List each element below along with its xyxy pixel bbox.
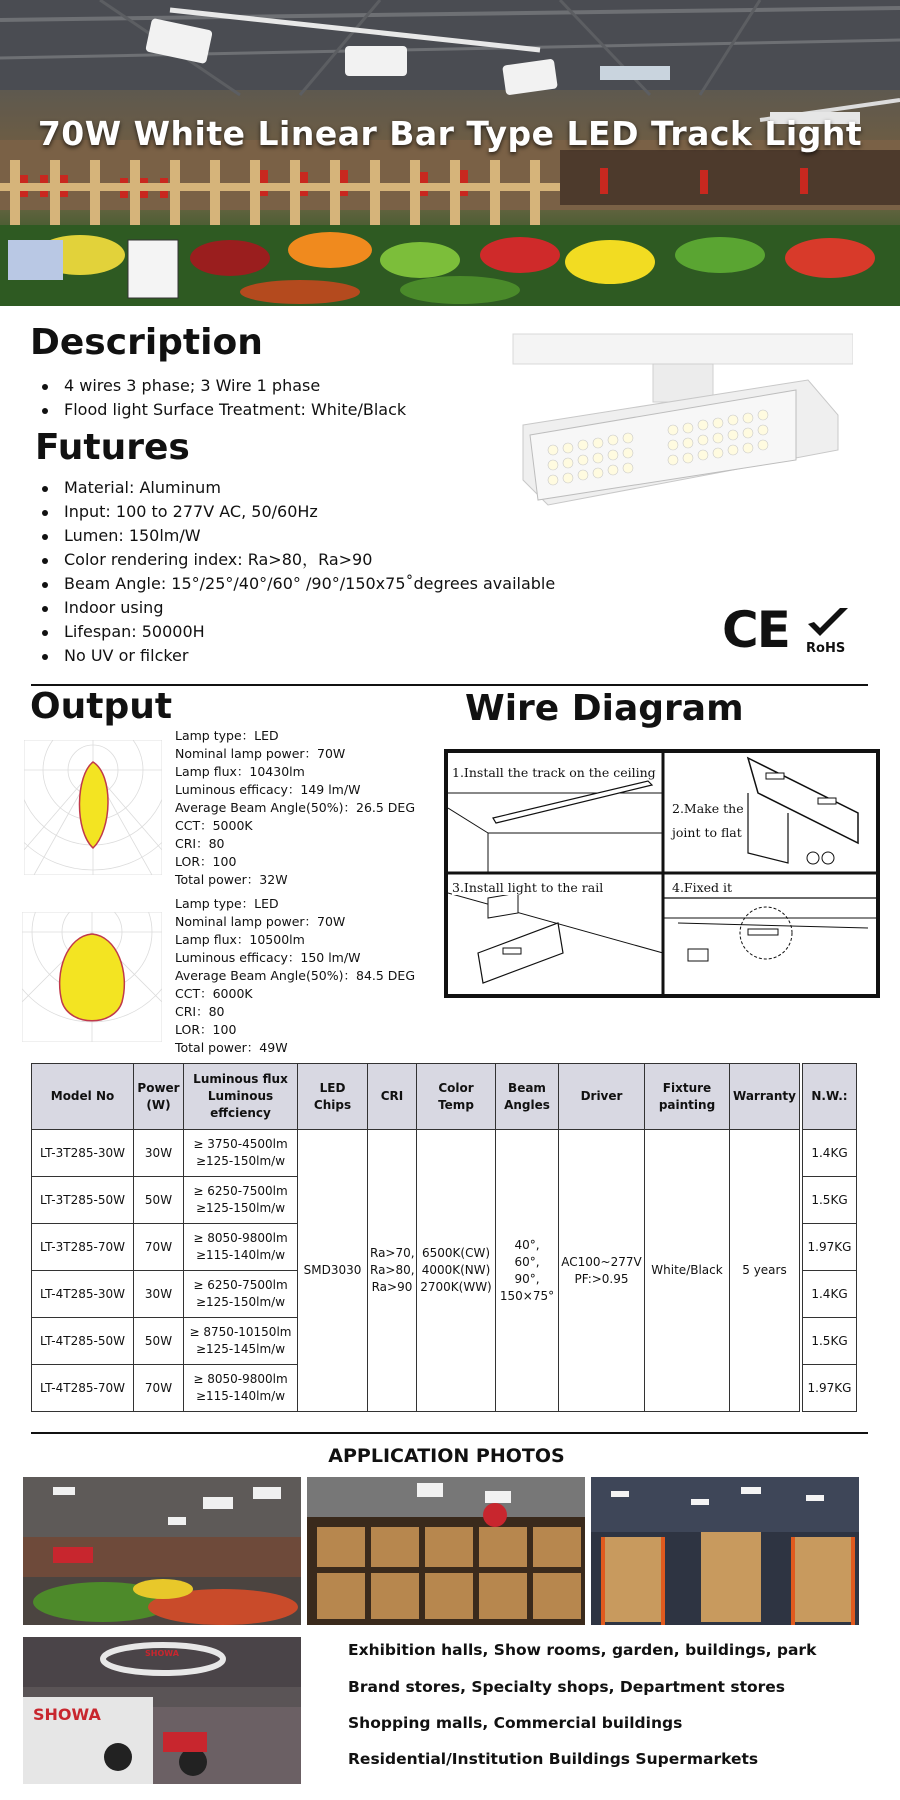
col-header-painting: Fixture painting bbox=[645, 1064, 730, 1130]
spec-line: CRI：80 bbox=[175, 836, 225, 851]
cell-painting: White/Black bbox=[645, 1130, 730, 1412]
futures-item: Beam Angle: 15°/25°/40°/60° /90°/150x75˚degrees available bbox=[30, 572, 555, 596]
col-header-model: Model No bbox=[32, 1064, 134, 1130]
product-image bbox=[508, 330, 853, 530]
cell-model: LT-3T285-30W bbox=[32, 1130, 134, 1177]
col-header-driver: Driver bbox=[559, 1064, 645, 1130]
output-heading: Output bbox=[30, 686, 173, 727]
spec-line: Lamp type：LED bbox=[175, 728, 279, 743]
cell-warranty: 5 years bbox=[730, 1130, 800, 1412]
cell-nw: 1.4KG bbox=[803, 1271, 857, 1318]
application-photo-supermarket bbox=[23, 1477, 301, 1625]
cell-driver: AC100~277V PF:>0.95 bbox=[559, 1130, 645, 1412]
application-photo-wine-store bbox=[307, 1477, 585, 1625]
cell-model: LT-4T285-50W bbox=[32, 1318, 134, 1365]
description-item: 4 wires 3 phase; 3 Wire 1 phase bbox=[30, 374, 406, 398]
cell-flux: ≥ 8050-9800lm ≥115-140lm/w bbox=[184, 1365, 298, 1412]
col-header-temp: Color Temp bbox=[417, 1064, 496, 1130]
cell-power: 50W bbox=[134, 1177, 184, 1224]
spec-line: CCT：6000K bbox=[175, 986, 253, 1001]
cell-flux: ≥ 8750-10150lm ≥125-145lm/w bbox=[184, 1318, 298, 1365]
application-photo-exhibition bbox=[23, 1637, 301, 1784]
wire-step-1: 1.Install the track on the ceiling bbox=[452, 765, 656, 780]
spec-line: CRI：80 bbox=[175, 1004, 225, 1019]
col-header-cri: CRI bbox=[368, 1064, 417, 1130]
spec-line: LOR：100 bbox=[175, 1022, 237, 1037]
photo-sign: SHOWA bbox=[33, 1705, 101, 1724]
col-header-warranty: Warranty bbox=[730, 1064, 800, 1130]
col-header-power: Power (W) bbox=[134, 1064, 184, 1130]
wire-diagram bbox=[444, 749, 880, 998]
cell-power: 30W bbox=[134, 1271, 184, 1318]
wire-diagram-drawings bbox=[448, 753, 876, 994]
wire-step-3: 3.Install light to the rail bbox=[452, 880, 604, 895]
cell-nw: 1.4KG bbox=[803, 1130, 857, 1177]
wire-step-2a: 2.Make the bbox=[672, 801, 744, 816]
spec-line: Lamp flux：10430lm bbox=[175, 764, 305, 779]
cell-model: LT-3T285-50W bbox=[32, 1177, 134, 1224]
cell-power: 70W bbox=[134, 1365, 184, 1412]
futures-list bbox=[30, 476, 555, 668]
col-header-beam: Beam Angles bbox=[496, 1064, 559, 1130]
description-heading: Description bbox=[30, 322, 263, 363]
cell-flux: ≥ 6250-7500lm ≥125-150lm/w bbox=[184, 1177, 298, 1224]
futures-heading: Futures bbox=[35, 427, 190, 468]
futures-item: Input: 100 to 277V AC, 50/60Hz bbox=[30, 500, 555, 524]
futures-item: Material: Aluminum bbox=[30, 476, 555, 500]
supermarket-scene bbox=[0, 0, 900, 306]
futures-item: No UV or filcker bbox=[30, 644, 555, 668]
application-line: Shopping malls, Commercial buildings bbox=[348, 1714, 683, 1732]
hero-title: 70W White Linear Bar Type LED Track Light bbox=[37, 114, 863, 153]
cell-power: 30W bbox=[134, 1130, 184, 1177]
futures-item: Lifespan: 50000H bbox=[30, 620, 555, 644]
cell-power: 70W bbox=[134, 1224, 184, 1271]
application-line: Exhibition halls, Show rooms, garden, buildings, park bbox=[348, 1641, 817, 1659]
output-spec-2 bbox=[175, 895, 415, 1057]
spec-line: Lamp type：LED bbox=[175, 896, 279, 911]
spec-table bbox=[31, 1063, 857, 1412]
col-header-flux: Luminous flux Luminous effciency bbox=[184, 1064, 298, 1130]
spec-line: Luminous efficacy：150 lm/W bbox=[175, 950, 361, 965]
photo-sign: SHOWA bbox=[145, 1649, 179, 1658]
spec-line: Total power：49W bbox=[175, 1040, 288, 1055]
futures-item: Lumen: 150lm/W bbox=[30, 524, 555, 548]
applications-heading: APPLICATION PHOTOS bbox=[328, 1445, 565, 1467]
application-line: Residential/Institution Buildings Supermarkets bbox=[348, 1750, 759, 1768]
futures-item: Indoor using bbox=[30, 596, 555, 620]
description-item: Flood light Surface Treatment: White/Black bbox=[30, 398, 406, 422]
cell-flux: ≥ 8050-9800lm ≥115-140lm/w bbox=[184, 1224, 298, 1271]
application-photo-warehouse bbox=[591, 1477, 859, 1625]
spec-line: Total power：32W bbox=[175, 872, 288, 887]
description-list bbox=[30, 374, 406, 422]
spec-line: LOR：100 bbox=[175, 854, 237, 869]
output-spec-1 bbox=[175, 727, 415, 889]
spec-line: Nominal lamp power：70W bbox=[175, 914, 346, 929]
spec-line: Luminous efficacy：149 lm/W bbox=[175, 782, 361, 797]
wire-step-4: 4.Fixed it bbox=[672, 880, 733, 895]
table-header-row bbox=[32, 1064, 857, 1130]
cell-power: 50W bbox=[134, 1318, 184, 1365]
hero-banner-photo bbox=[0, 0, 900, 306]
col-header-chips: LED Chips bbox=[298, 1064, 368, 1130]
cell-chips: SMD3030 bbox=[298, 1130, 368, 1412]
cell-flux: ≥ 6250-7500lm ≥125-150lm/w bbox=[184, 1271, 298, 1318]
application-line: Brand stores, Specialty shops, Department stores bbox=[348, 1678, 786, 1696]
col-header-nw: N.W.: bbox=[803, 1064, 857, 1130]
spec-line: Lamp flux：10500lm bbox=[175, 932, 305, 947]
cell-cri: Ra>70, Ra>80, Ra>90 bbox=[368, 1130, 417, 1412]
table-row bbox=[32, 1130, 857, 1177]
polar-curve-chart-1 bbox=[24, 740, 162, 875]
section-divider bbox=[31, 1432, 868, 1434]
cell-beam: 40°, 60°, 90°, 150×75° bbox=[496, 1130, 559, 1412]
cell-nw: 1.5KG bbox=[803, 1318, 857, 1365]
cell-temp: 6500K(CW) 4000K(NW) 2700K(WW) bbox=[417, 1130, 496, 1412]
cell-nw: 1.97KG bbox=[803, 1365, 857, 1412]
cell-model: LT-3T285-70W bbox=[32, 1224, 134, 1271]
cell-nw: 1.5KG bbox=[803, 1177, 857, 1224]
wire-diagram-heading: Wire Diagram bbox=[465, 688, 744, 729]
futures-item: Color rendering index: Ra>80，Ra>90 bbox=[30, 548, 555, 572]
checkmark-icon bbox=[804, 606, 852, 640]
cell-nw: 1.97KG bbox=[803, 1224, 857, 1271]
cell-model: LT-4T285-70W bbox=[32, 1365, 134, 1412]
wire-step-2b: joint to flat bbox=[672, 825, 742, 840]
spec-line: CCT：5000K bbox=[175, 818, 253, 833]
spec-line: Nominal lamp power：70W bbox=[175, 746, 346, 761]
spec-line: Average Beam Angle(50%)：26.5 DEG bbox=[175, 800, 416, 815]
cell-flux: ≥ 3750-4500lm ≥125-150lm/w bbox=[184, 1130, 298, 1177]
rohs-mark: RoHS bbox=[806, 641, 846, 656]
cell-model: LT-4T285-30W bbox=[32, 1271, 134, 1318]
polar-curve-chart-2 bbox=[22, 912, 162, 1042]
spec-line: Average Beam Angle(50%)：84.5 DEG bbox=[175, 968, 416, 983]
ce-mark: CE bbox=[722, 601, 789, 659]
